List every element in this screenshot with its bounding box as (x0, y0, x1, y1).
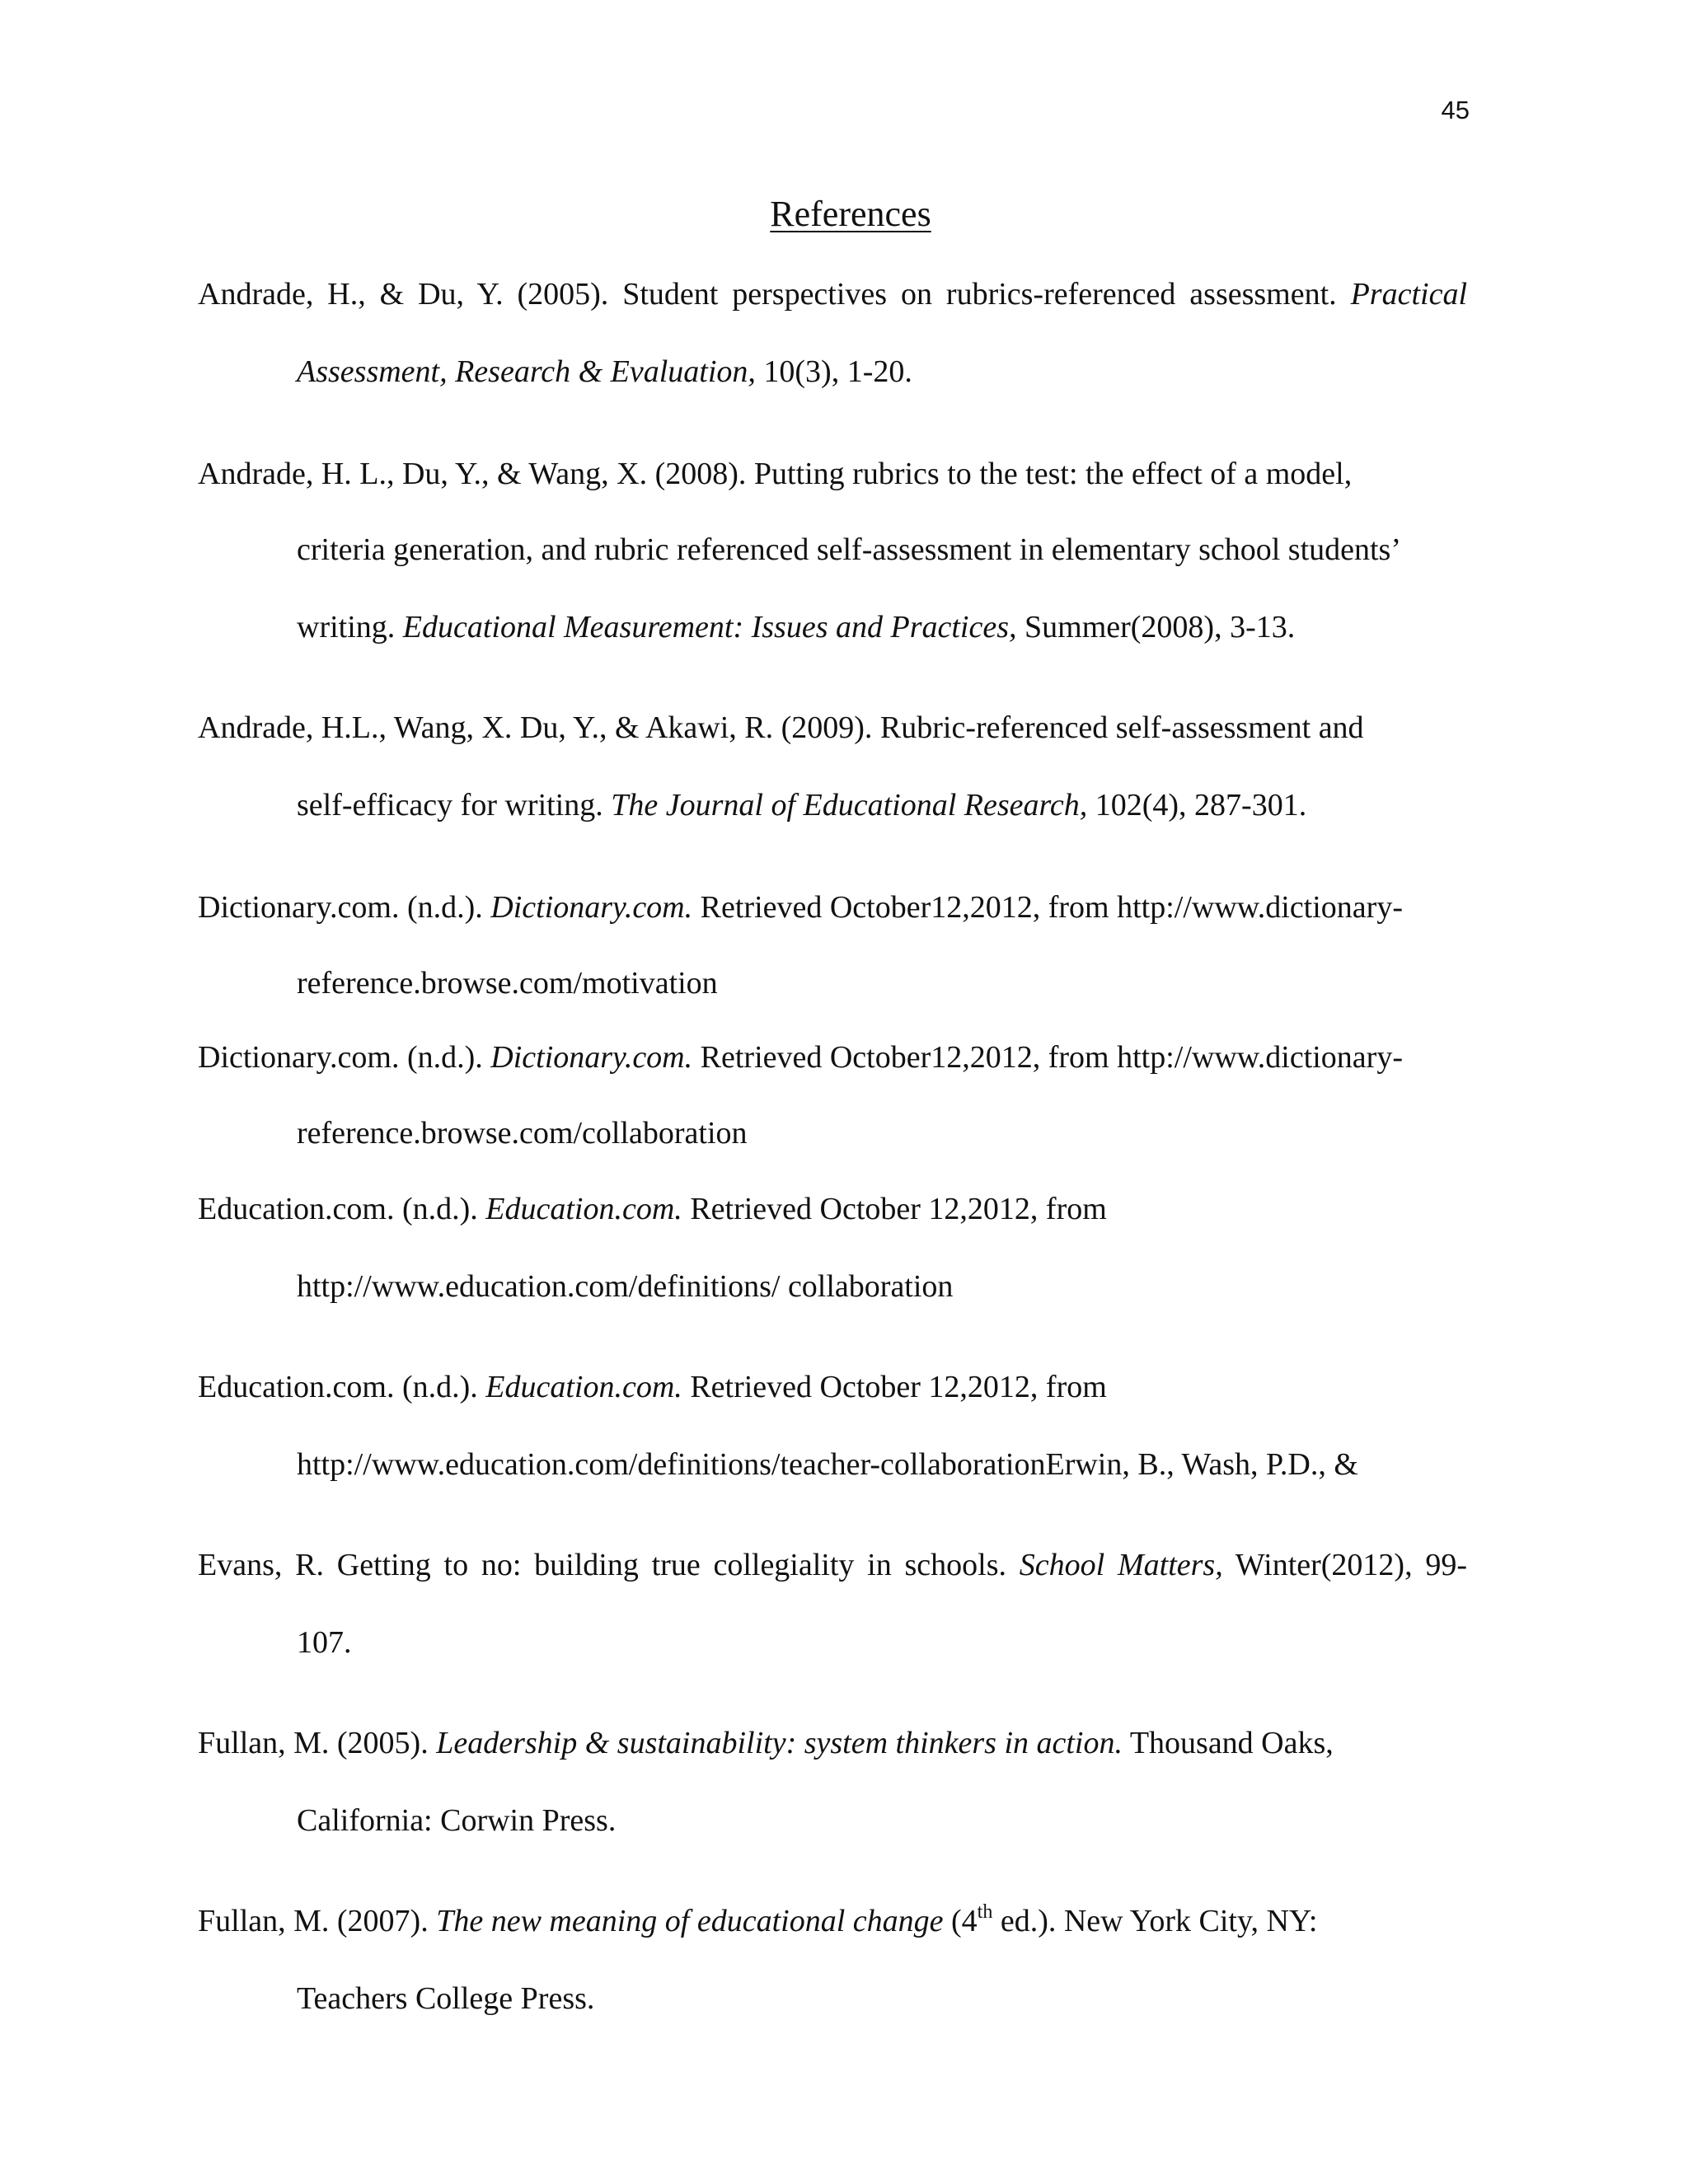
reference-text: writing. (297, 610, 403, 644)
reference-line: criteria generation, and rubric referenced self-assessment in elementary school students’ (297, 532, 1402, 567)
reference-source: Leadership & sustainability: system thinkers in action. (436, 1726, 1123, 1760)
reference-text: Retrieved October 12,2012, from (682, 1192, 1107, 1226)
reference-text: 10(3), 1-20. (755, 354, 912, 389)
reference-url: http://www.education.com/definitions/teacher-collaborationErwin, B., Wash, P.D., & (297, 1447, 1358, 1482)
reference-source: Education.com. (485, 1192, 682, 1226)
reference-source: School Matters, (1019, 1548, 1223, 1582)
reference-line: California: Corwin Press. (297, 1803, 617, 1838)
reference-line: Teachers College Press. (297, 1981, 595, 2016)
reference-text: Evans, R. Getting to no: building true collegiality in schools. (198, 1548, 1020, 1582)
reference-line (198, 1901, 1318, 1938)
reference-line (198, 1193, 1107, 1225)
page-number: 45 (1441, 96, 1470, 124)
reference-text: ed.). New York City, NY: (992, 1904, 1318, 1938)
reference-text: Education.com. (n.d.). (198, 1370, 486, 1404)
reference-source: Dictionary.com. (490, 890, 693, 925)
reference-source: The new meaning of educational change (436, 1904, 944, 1938)
reference-text: Fullan, M. (2007). (198, 1904, 437, 1938)
reference-url: http://www.education.com/definitions/ collaboration (297, 1269, 954, 1304)
reference-source: The Journal of Educational Research, (611, 788, 1088, 823)
reference-line (297, 356, 912, 387)
reference-text: Summer(2008), 3-13. (1016, 610, 1296, 644)
reference-line: 107. (297, 1625, 352, 1660)
reference-url: reference.browse.com/motivation (297, 966, 718, 1001)
reference-text: Dictionary.com. (n.d.). (198, 1040, 491, 1075)
reference-line (198, 1042, 1403, 1073)
reference-line (198, 1727, 1334, 1759)
reference-url: reference.browse.com/collaboration (297, 1116, 748, 1151)
reference-text: 102(4), 287-301. (1087, 788, 1307, 823)
reference-text: Winter(2012), 99- (1222, 1548, 1468, 1582)
reference-text: Education.com. (n.d.). (198, 1192, 486, 1226)
page-title: References (770, 194, 931, 234)
reference-line: Andrade, H. L., Du, Y., & Wang, X. (2008). Putting rubrics to the test: the effect of a model, (198, 457, 1353, 491)
reference-text: Dictionary.com. (n.d.). (198, 890, 491, 925)
reference-source: Assessment, Research & Evaluation, (297, 354, 756, 389)
reference-line (198, 279, 1467, 310)
reference-text: self-efficacy for writing. (297, 788, 612, 823)
reference-text: Fullan, M. (2005). (198, 1726, 437, 1760)
reference-text: (4 (943, 1904, 978, 1938)
reference-source: Educational Measurement: Issues and Practices, (402, 610, 1017, 644)
reference-line (198, 892, 1403, 923)
reference-line (297, 790, 1306, 821)
reference-source: Dictionary.com. (490, 1040, 693, 1075)
reference-text: Thousand Oaks, (1123, 1726, 1334, 1760)
reference-line (198, 1371, 1107, 1403)
reference-text: Retrieved October 12,2012, from (682, 1370, 1107, 1404)
reference-line (198, 1549, 1467, 1581)
reference-line: Andrade, H.L., Wang, X. Du, Y., & Akawi, R. (2009). Rubric-referenced self-assessment and (198, 710, 1364, 745)
reference-line (297, 612, 1295, 643)
reference-text: Retrieved October12,2012, from http://www.dictionary- (692, 1040, 1403, 1075)
reference-text: Andrade, H., & Du, Y. (2005). Student perspectives on rubrics-referenced assessment. (198, 277, 1351, 312)
superscript: th (977, 1901, 993, 1923)
reference-source: Practical (1350, 277, 1467, 312)
reference-text: Retrieved October12,2012, from http://www.dictionary- (692, 890, 1403, 925)
reference-source: Education.com. (485, 1370, 682, 1404)
